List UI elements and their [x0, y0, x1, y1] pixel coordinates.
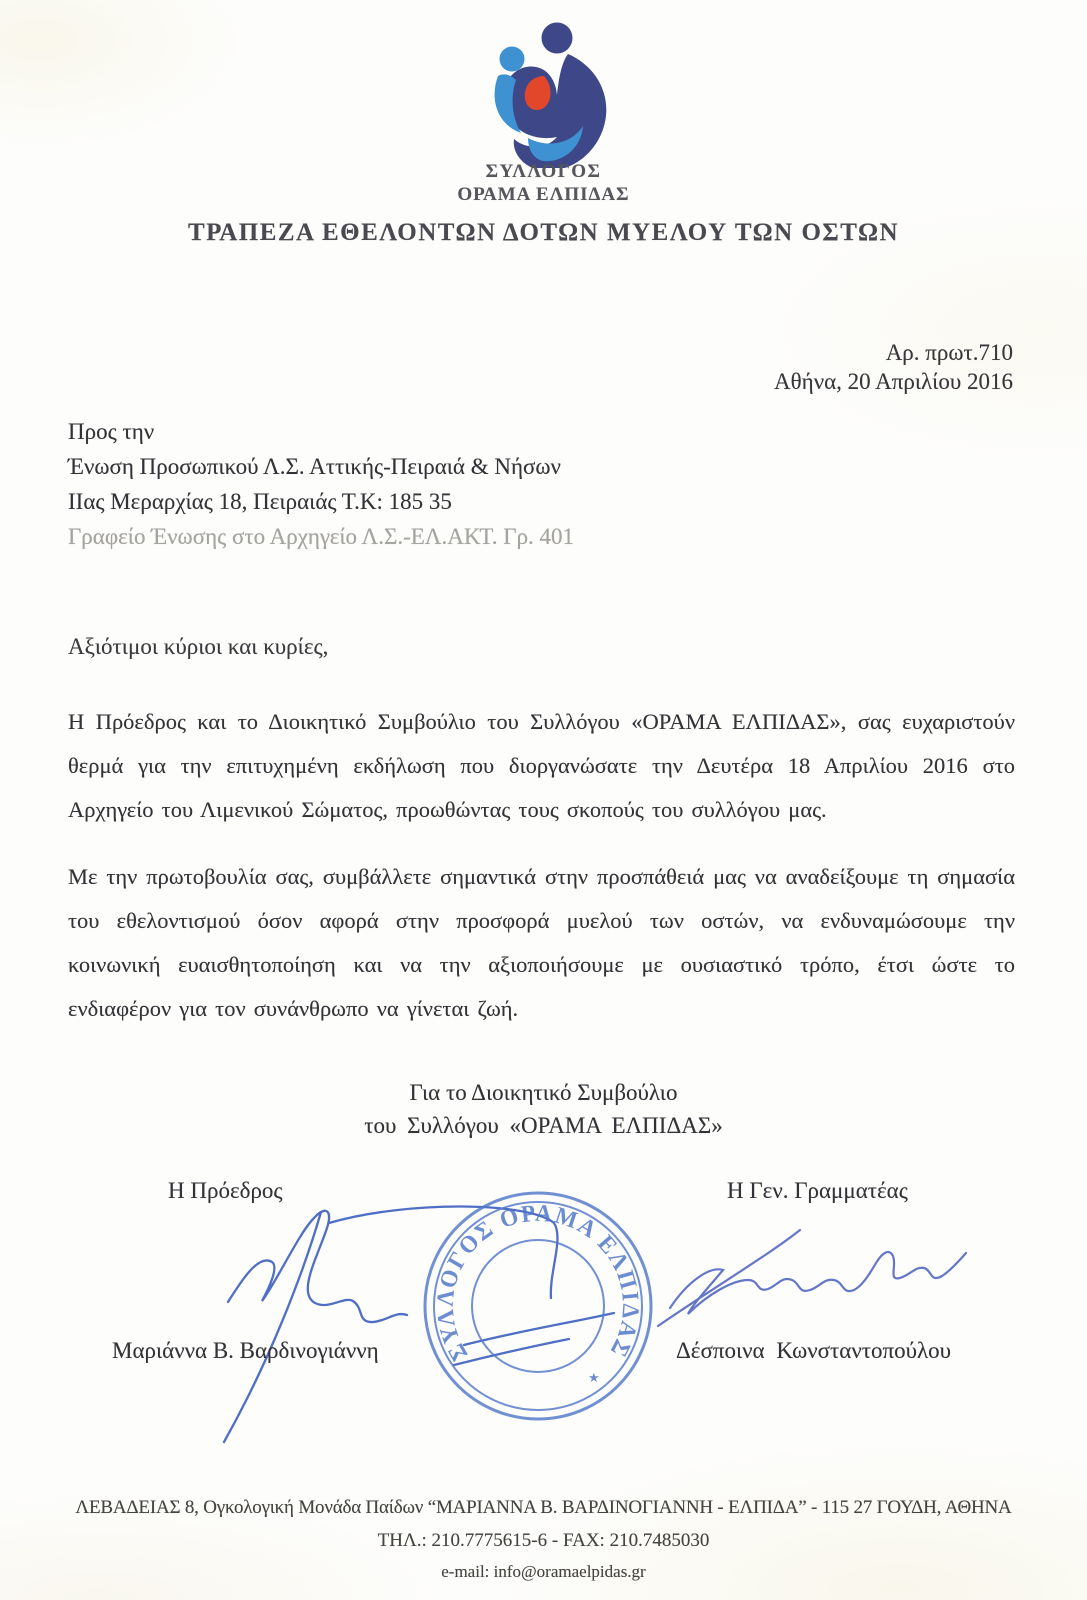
- recipient-line: Ένωση Προσωπικού Λ.Σ. Αττικής-Πειραιά & Νήσων: [68, 454, 561, 479]
- signature-stroke: [670, 1252, 966, 1314]
- recipient-line: Προς την: [68, 419, 155, 444]
- recipient-line: ΙΙας Μεραρχίας 18, Πειραιάς Τ.Κ: 185 35: [68, 489, 452, 514]
- body-paragraph-2: Με την πρωτοβουλία σας, συμβάλλετε σημαντικά στην προσπάθειά μας να αναδείξουμε τη σημασία του εθελοντισμού όσον αφορά στην προσφορά μυελού των οστών, να ενδυναμώσουμε την κοινωνική ευαισθητοποίηση και να την αξιοποιήσουμε με ουσιαστικό τρόπο, έτσι ώστε το ενδιαφέρον για τον συνάνθρωπο να γίνεται ζωή.: [68, 864, 1015, 1021]
- closing-block: [0, 1076, 1087, 1142]
- salutation: Αξιότιμοι κύριοι και κυρίες,: [68, 634, 329, 659]
- orama-elpidas-logo: [468, 20, 620, 168]
- closing-line2: του Συλλόγου «ΟΡΑΜΑ ΕΛΠΙΔΑΣ»: [364, 1113, 723, 1138]
- association-stamp: [416, 1184, 660, 1428]
- recipient-line-faded: Γραφείο Ένωσης στο Αρχηγείο Λ.Σ.-ΕΛ.ΑΚΤ. Γρ. 401: [68, 524, 575, 549]
- name-secretary: Δέσποινα Κωνσταντοπούλου: [676, 1338, 952, 1363]
- name-president: Μαριάννα Β. Βαρδινογιάννη: [112, 1338, 379, 1363]
- bank-heading: ΤΡΑΠΕΖΑ ΕΘΕΛΟΝΤΩΝ ΔΟΤΩΝ ΜΥΕΛΟΥ ΤΩΝ ΟΣΤΩΝ: [187, 219, 900, 246]
- role-secretary: Η Γεν. Γραμματέας: [727, 1178, 908, 1203]
- logo-child-head: [499, 47, 524, 72]
- logo-parent-head: [541, 23, 572, 54]
- protocol-number: Αρ. πρωτ.710: [885, 340, 1013, 365]
- signature-stroke: [658, 1230, 800, 1326]
- body-paragraph-1: Η Πρόεδρος και το Διοικητικό Συμβούλιο του Συλλόγου «ΟΡΑΜΑ ΕΛΠΙΔΑΣ», σας ευχαριστούν θερμά για την επιτυχημένη εκδήλωση που διοργανώσατε την Δευτέρα 18 Απριλίου 2016 στο Αρχηγείο του Λιμενικού Σώματος, προωθώντας τους σκοπούς του συλλόγου μας.: [68, 709, 1015, 822]
- date-line: Αθήνα, 20 Απριλίου 2016: [774, 369, 1013, 394]
- stamp-text: ΣΥΛΛΟΓΟΣ ΟΡΑΜΑ ΕΛΠΙΔΑΣ: [432, 1200, 644, 1365]
- footer-address: ΛΕΒΑΔΕΙΑΣ 8, Ογκολογική Μονάδα Παίδων “ΜΑΡΙΑΝΝΑ Β. ΒΑΡΔΙΝΟΓΙΑΝΝΗ - ΕΛΠΙΔΑ” - 115 27 ΓΟΥΔΗ, ΑΘΗΝΑ: [75, 1497, 1012, 1518]
- org-name-line1: ΣΥΛΛΟΓΟΣ: [485, 161, 602, 182]
- stamp-inner-ring: [472, 1240, 604, 1372]
- secretary-signature: [648, 1218, 973, 1343]
- stamp-outer-ring: [425, 1193, 651, 1419]
- signature-stroke: [224, 1212, 321, 1442]
- closing-line1: Για το Διοικητικό Συμβούλιο: [409, 1080, 678, 1105]
- footer-email: e-mail: info@oramaelpidas.gr: [441, 1562, 646, 1581]
- recipient-block: [68, 414, 574, 554]
- org-name-line2: ΟΡΑΜΑ ΕΛΠΙΔΑΣ: [457, 184, 630, 205]
- role-president: Η Πρόεδρος: [168, 1178, 283, 1203]
- stamp-star-icon: ★: [588, 1370, 600, 1385]
- letter-meta: [774, 338, 1013, 396]
- footer-phone-fax: ΤΗΛ.: 210.7775615-6 - FAX: 210.7485030: [377, 1530, 710, 1551]
